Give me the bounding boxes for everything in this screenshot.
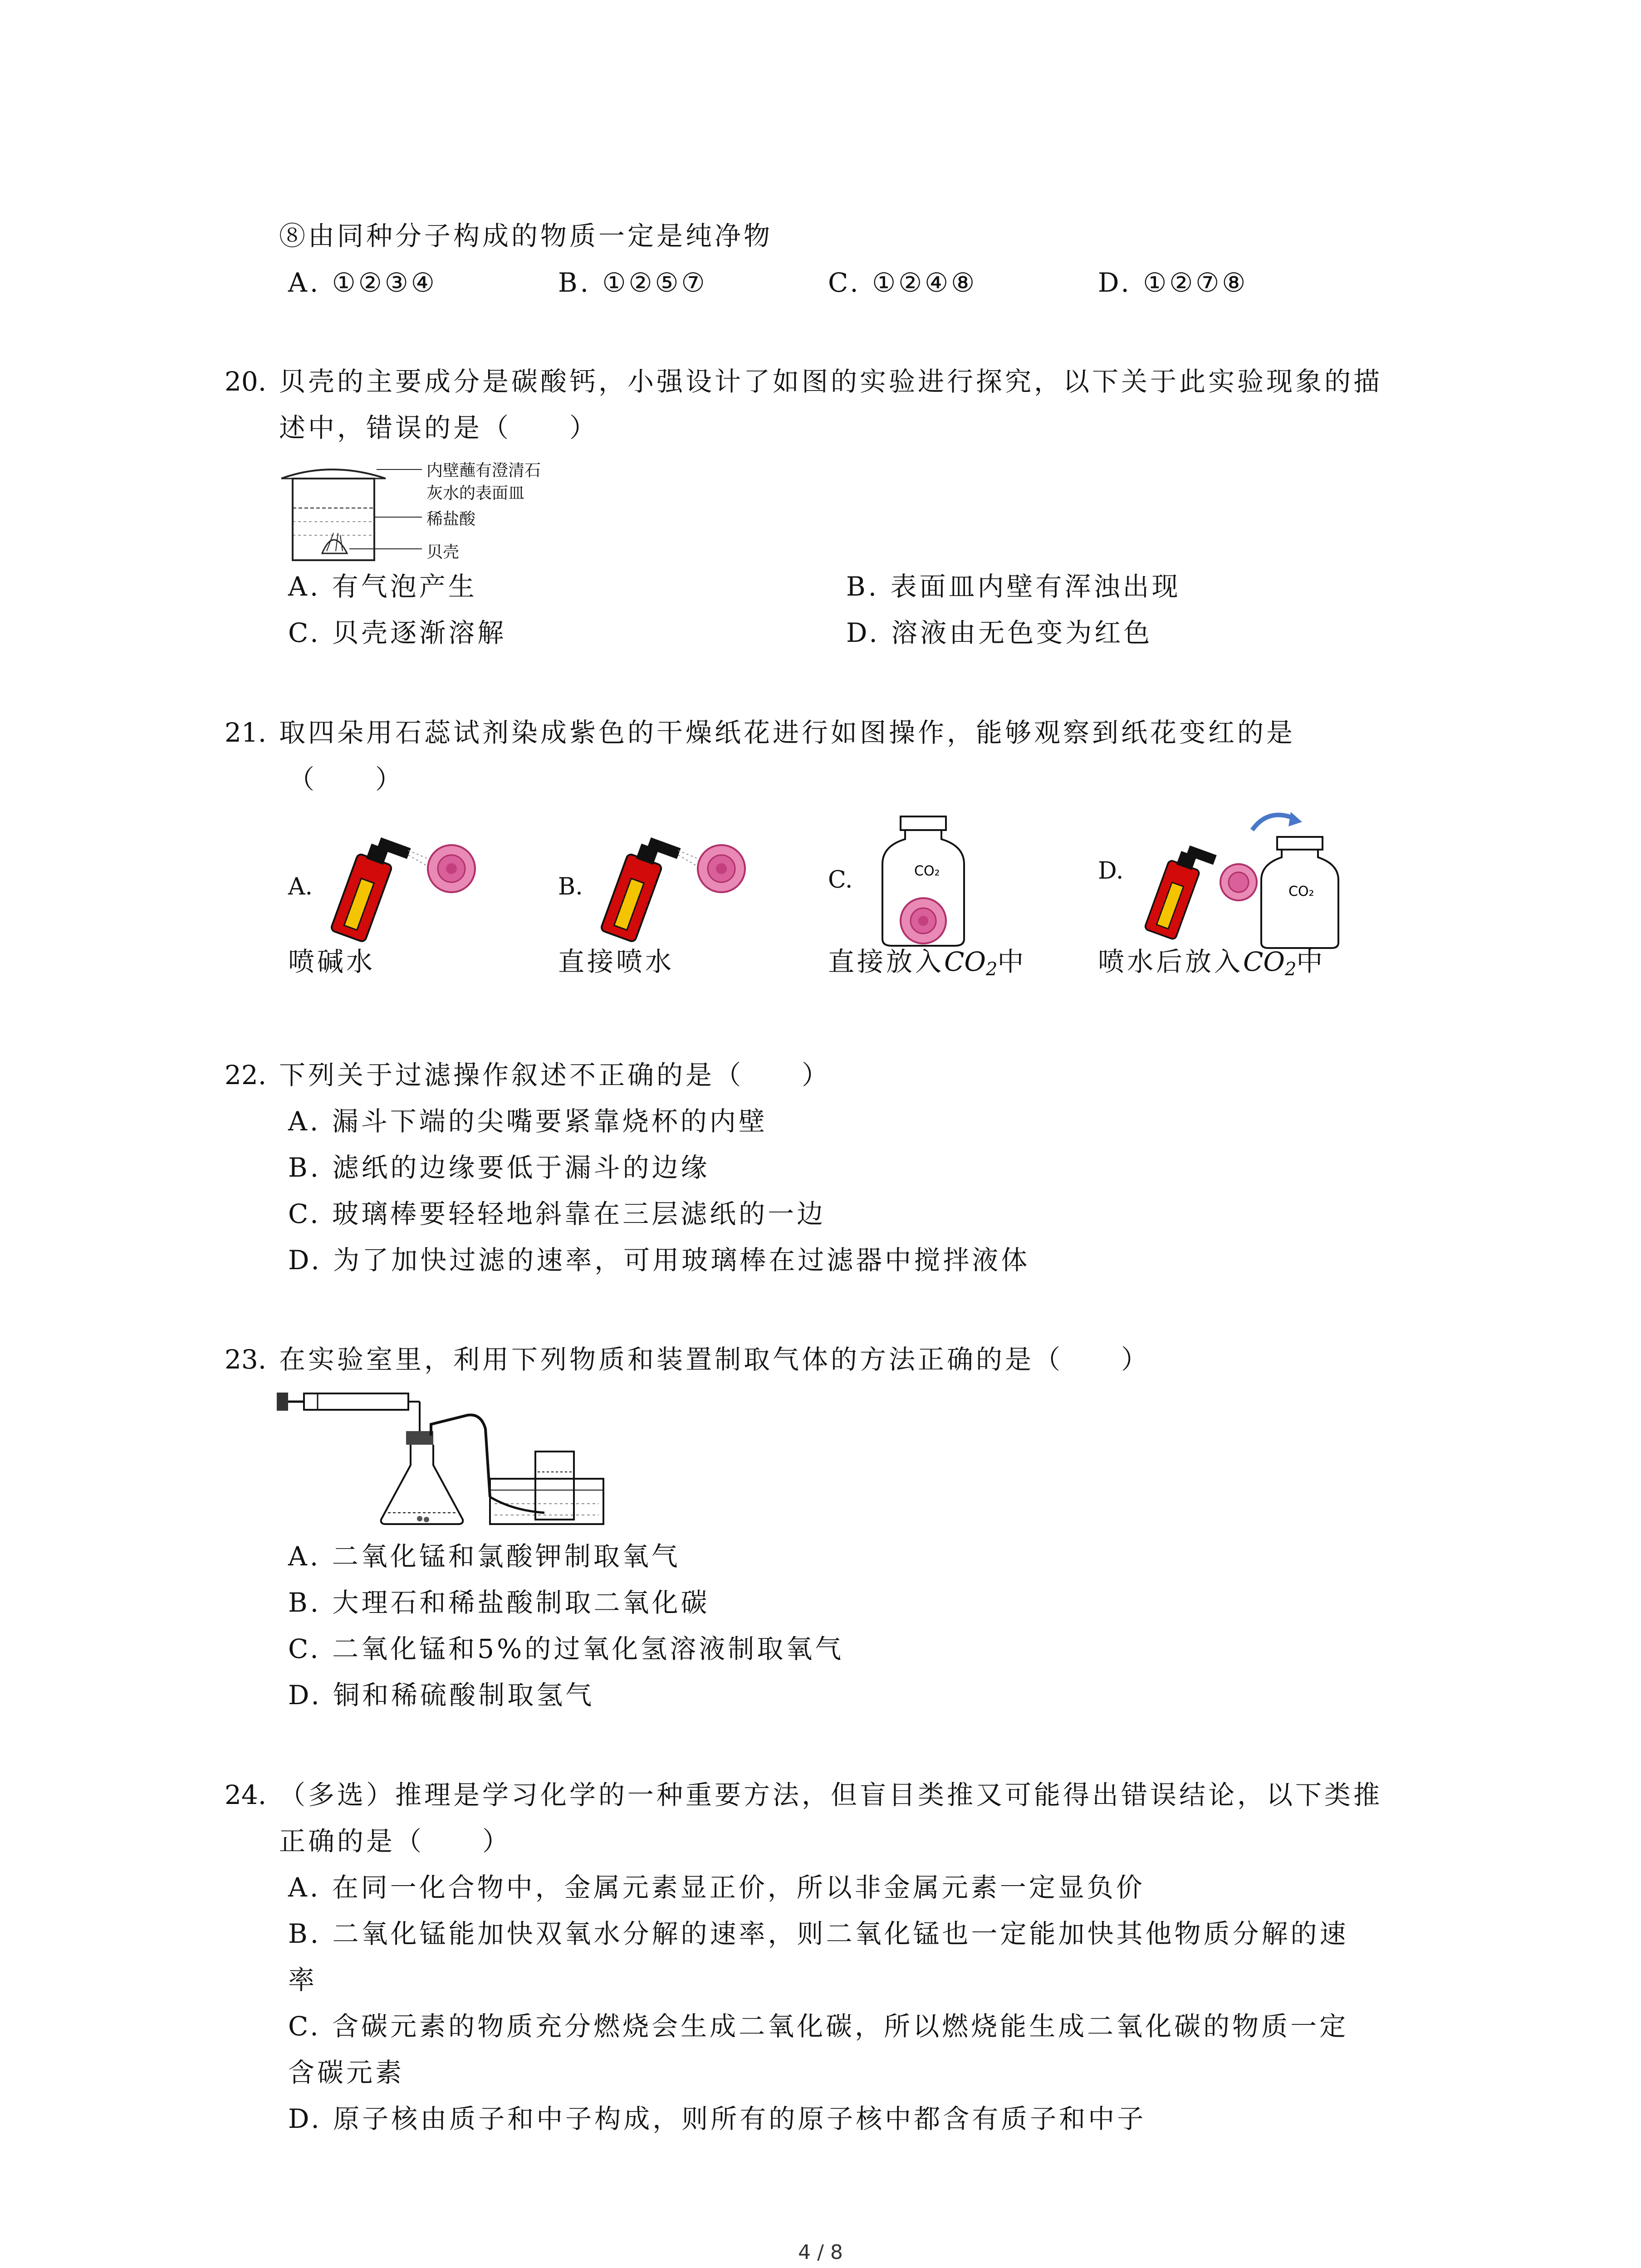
q21-stem-line-2: （ ） [288,764,405,795]
q20-option-b: B. 表面皿内壁有浑浊出现 [846,571,1181,602]
q21-letter-a: A. [288,873,313,900]
q22-option-c: C. 玻璃棒要轻轻地斜靠在三层滤纸的一边 [288,1198,826,1229]
q24-option-c-line-1: C. 含碳元素的物质充分燃烧会生成二氧化碳，所以燃烧能生成二氧化碳的物质一定 [288,2011,1349,2042]
q20-option-a: A. 有气泡产生 [288,571,477,602]
q21-figure-c-co2-bottle [869,814,987,950]
q21-figure-d-spray-then-bottle [1132,798,1345,953]
q21-figure-a-spray-flower [318,826,485,943]
q20-label-acid: 稀盐酸 [426,510,476,528]
q21-figure-c-co2-label: CO₂ [914,863,940,879]
q24-option-c-line-2: 含碳元素 [288,2057,405,2088]
q20-option-c: C. 贝壳逐渐溶解 [288,617,507,648]
q22-option-a: A. 漏斗下端的尖嘴要紧靠烧杯的内壁 [288,1106,768,1137]
q24-option-d: D. 原子核由质子和中子构成，则所有的原子核中都含有质子和中子 [288,2103,1146,2134]
q20-stem-line-2: 述中，错误的是（ ） [279,412,599,443]
q19-option-a: A. ①②③④ [288,267,437,298]
q23-option-d: D. 铜和稀硫酸制取氢气 [288,1680,595,1711]
q19-option-b: B. ①②⑤⑦ [558,267,708,298]
q24-option-a: A. 在同一化合物中，金属元素显正价，所以非金属元素一定显负价 [288,1872,1145,1903]
q20-number: 20. [225,366,267,397]
q21-figure-d-co2-label: CO₂ [1288,884,1314,899]
q21-caption-b: 直接喷水 [558,946,675,977]
q22-option-b: B. 滤纸的边缘要低于漏斗的边缘 [288,1152,710,1183]
q21-letter-b: B. [558,873,583,900]
q21-caption-d: 喷水后放入$CO_2$中 [1098,946,1326,980]
q22-stem: 下列关于过滤操作叙述不正确的是（ ） [279,1060,831,1090]
q20-stem-line-1: 贝壳的主要成分是碳酸钙，小强设计了如图的实验进行探究，以下关于此实验现象的描 [279,366,1383,397]
q24-option-b-line-1: B. 二氧化锰能加快双氧水分解的速率，则二氧化锰也一定能加快其他物质分解的速 [288,1918,1349,1949]
q20-label-watch-glass-1: 内壁蘸有澄清石 [426,461,541,480]
q23-option-c: C. 二氧化锰和5%的过氧化氢溶液制取氧气 [288,1633,844,1664]
q21-letter-d: D. [1098,857,1124,885]
q24-option-b-line-2: 率 [288,1965,318,1995]
q20-label-watch-glass-2: 灰水的表面皿 [426,484,525,503]
q21-number: 21. [225,717,267,748]
q23-gas-apparatus-figure [277,1388,608,1538]
q24-number: 24. [225,1779,267,1810]
q20-label-shell: 贝壳 [426,543,460,562]
q23-stem: 在实验室里，利用下列物质和装置制取气体的方法正确的是（ ） [279,1344,1151,1375]
q19-item-8: ⑧由同种分子构成的物质一定是纯净物 [279,220,773,251]
q21-stem-line-1: 取四朵用石蕊试剂染成紫色的干燥纸花进行如图操作，能够观察到纸花变红的是 [279,717,1296,748]
q23-number: 23. [225,1344,267,1375]
q21-letter-c: C. [828,866,853,894]
q23-option-a: A. 二氧化锰和氯酸钾制取氧气 [288,1541,681,1572]
q21-caption-c: 直接放入$CO_2$中 [828,946,1027,980]
q23-option-b: B. 大理石和稀盐酸制取二氧化碳 [288,1587,710,1618]
q22-number: 22. [225,1060,267,1090]
q20-option-d: D. 溶液由无色变为红色 [846,617,1153,648]
q21-figure-b-spray-flower [588,826,755,943]
q24-stem-line-2: 正确的是（ ） [279,1826,512,1857]
page-number: 4 / 8 [798,2241,843,2264]
q19-option-d: D. ①②⑦⑧ [1098,267,1249,298]
q24-stem-line-1: （多选）推理是学习化学的一种重要方法，但盲目类推又可能得出错误结论，以下类推 [279,1779,1383,1810]
q19-option-c: C. ①②④⑧ [828,267,978,298]
q22-option-d: D. 为了加快过滤的速率，可用玻璃棒在过滤器中搅拌液体 [288,1245,1030,1276]
q21-caption-a: 喷碱水 [288,946,376,977]
